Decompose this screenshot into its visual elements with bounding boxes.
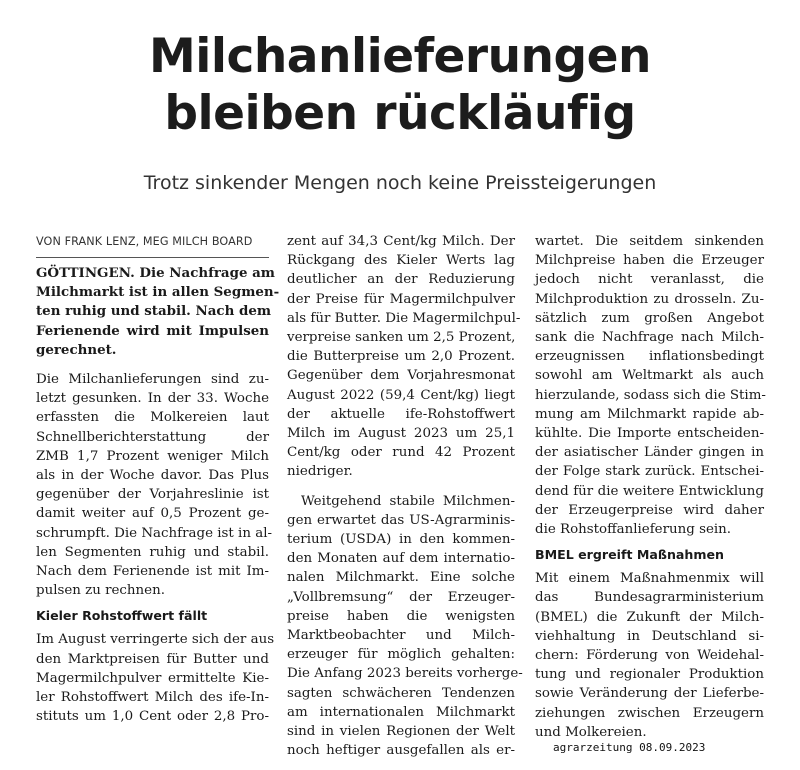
headline [0, 28, 800, 142]
text-line: und Molkereien. [535, 724, 647, 740]
text-line: wartet. Die seitdem sinkenden [535, 234, 764, 249]
text-line: Milchpreise haben die Erzeuger [535, 253, 764, 269]
text-line: die Rohstoffanlieferung sein. [535, 522, 732, 538]
text-line: den Marktpreisen für Butter und [36, 651, 269, 667]
text-line: ler Rohstoffwert Milch des ife-In- [36, 690, 269, 706]
text-line: dend für die weitere Entwicklung [535, 483, 764, 499]
article-column-2 [287, 232, 523, 760]
text-line: Nach dem Ferienende ist mit Im- [36, 564, 269, 580]
text-line: niedriger. [287, 464, 353, 480]
text-line: gegenüber der Vorjahreslinie ist [36, 487, 269, 503]
text-line: kühlte. Die Importe entscheiden- [535, 426, 764, 442]
body-paragraph [36, 370, 273, 600]
text-line: erzeugnissen inflationsbedingt [535, 349, 764, 365]
text-line: am internationalen Milchmarkt [287, 704, 515, 720]
text-line: sagten schwächeren Tendenzen [287, 685, 515, 701]
lead-paragraph [36, 264, 280, 360]
text-line: Schnellberichterstattung der [36, 429, 269, 445]
text-line: das Bundesagrarministerium [535, 590, 764, 606]
text-line: Mit einem Maßnahmenmix will [535, 571, 764, 587]
text-line: Gegenüber dem Vorjahresmonat [287, 368, 515, 384]
text-line: Marktbeobachter und Milch- [287, 628, 515, 644]
text-line: der aktuelle ife-Rohstoffwert [287, 406, 515, 422]
text-line: Milchmarkt ist in allen Segmen- [36, 284, 280, 301]
text-line: letzt gesunken. In der 33. Woche [36, 391, 269, 407]
text-line: noch heftiger ausgefallen als er- [287, 743, 515, 759]
text-line: viehhaltung in Deutschland si- [535, 628, 764, 644]
text-line: Die Anfang 2023 bereits vorherge- [287, 666, 523, 682]
text-line: len Segmenten ruhig und stabil. [36, 544, 269, 560]
text-line: erfassten die Molkereien laut [36, 410, 269, 426]
text-line: tung und regionaler Produktion [535, 667, 764, 683]
body-paragraph [36, 630, 275, 726]
text-line: sind in vielen Regionen der Welt [287, 724, 515, 740]
section-heading-kieler-rohstoffwert: Kieler Rohstoffwert fällt [36, 608, 208, 624]
text-line: deutlicher an der Reduzierung [287, 272, 515, 288]
subheadline: Trotz sinkender Mengen noch keine Preissteigerungen [143, 172, 657, 194]
text-line: Ferienende wird mit Impulsen [36, 322, 269, 339]
text-line: der Erzeugerpreise wird daher [535, 502, 764, 518]
text-line: preise haben die wenigsten [287, 608, 515, 624]
text-line: als in der Woche davor. Das Plus [36, 468, 269, 484]
byline: VON FRANK LENZ, MEG MILCH BOARD [36, 232, 269, 258]
text-line: Milchproduktion zu drosseln. Zu- [535, 291, 764, 307]
body-paragraph [535, 569, 764, 742]
text-line: damit weiter auf 0,5 Prozent ge- [36, 506, 269, 522]
body-paragraph [287, 232, 521, 482]
text-line: ZMB 1,7 Prozent weniger Milch [36, 448, 269, 464]
text-line: ten ruhig und stabil. Nach dem [36, 303, 272, 320]
body-paragraph [287, 492, 523, 761]
text-line: Cent/kg oder rund 42 Prozent [287, 445, 515, 461]
text-line: sowie Veränderung der Lieferbe- [535, 686, 764, 702]
text-line: der asiatischer Länder gingen in [535, 445, 764, 461]
text-line: der Preise für Magermilchpulver [287, 291, 515, 307]
text-line: sowohl am Weltmarkt als auch [535, 368, 764, 384]
text-line: den Monaten auf dem internatio- [287, 551, 515, 567]
text-line: erzeuger für möglich gehalten: [287, 647, 515, 663]
text-line: jedoch nicht veranlasst, die [535, 272, 764, 288]
text-line: Die Milchanlieferungen sind zu- [36, 372, 269, 388]
headline-line-2: bleiben rückläufig [164, 86, 636, 141]
text-line: die Butterpreise um 2,0 Prozent. [287, 349, 515, 365]
text-line: als für Butter. Die Magermilchpul- [287, 310, 521, 326]
text-line: pulsen zu rechnen. [36, 583, 165, 599]
text-line: sätzlich zum großen Angebot [535, 310, 764, 326]
text-line: Milch im August 2023 um 25,1 [287, 426, 515, 442]
text-line: schrumpft. Die Nachfrage ist in al- [36, 525, 273, 541]
source-credit: agrarzeitung 08.09.2023 [553, 741, 706, 754]
text-line: stituts um 1,0 Cent oder 2,8 Pro- [36, 709, 269, 725]
text-line: der Folge stark zurück. Entschei- [535, 464, 764, 480]
text-line: gen erwartet das US-Agrarminis- [287, 512, 515, 528]
article-column-3 [535, 232, 764, 742]
text-line: terium (USDA) in den kommen- [287, 532, 515, 548]
text-line: chern: Förderung von Weidehal- [535, 648, 764, 664]
text-line: mung am Milchmarkt rapide ab- [535, 406, 764, 422]
text-line: nalen Milchmarkt. Eine solche [287, 570, 515, 586]
headline-line-1: Milchanlieferungen [149, 29, 651, 84]
text-line: gerechnet. [36, 341, 117, 358]
text-line: Weitgehend stabile Milchmen- [301, 493, 515, 509]
text-line: GÖTTINGEN. Die Nachfrage am [36, 265, 275, 281]
text-line: (BMEL) die Zukunft der Milch- [535, 609, 764, 625]
text-line: Magermilchpulver ermittelte Kie- [36, 670, 269, 686]
text-line: „Vollbremsung“ der Erzeuger- [287, 589, 515, 605]
article-column-1 [36, 232, 280, 726]
text-line: verpreise sanken um 2,5 Prozent, [287, 330, 516, 346]
body-paragraph [535, 232, 764, 539]
text-line: zent auf 34,3 Cent/kg Milch. Der [287, 234, 515, 249]
text-line: hierzulande, sodass sich die Stim- [535, 387, 766, 403]
text-line: Im August verringerte sich der aus [36, 632, 275, 648]
text-line: sank die Nachfrage nach Milch- [535, 330, 764, 346]
text-line: August 2022 (59,4 Cent/kg) liegt [287, 387, 515, 403]
text-line: Rückgang des Kieler Werts lag [287, 253, 515, 269]
section-heading-bmel: BMEL ergreift Maßnahmen [535, 547, 725, 563]
text-line: ziehungen zwischen Erzeugern [535, 705, 764, 721]
